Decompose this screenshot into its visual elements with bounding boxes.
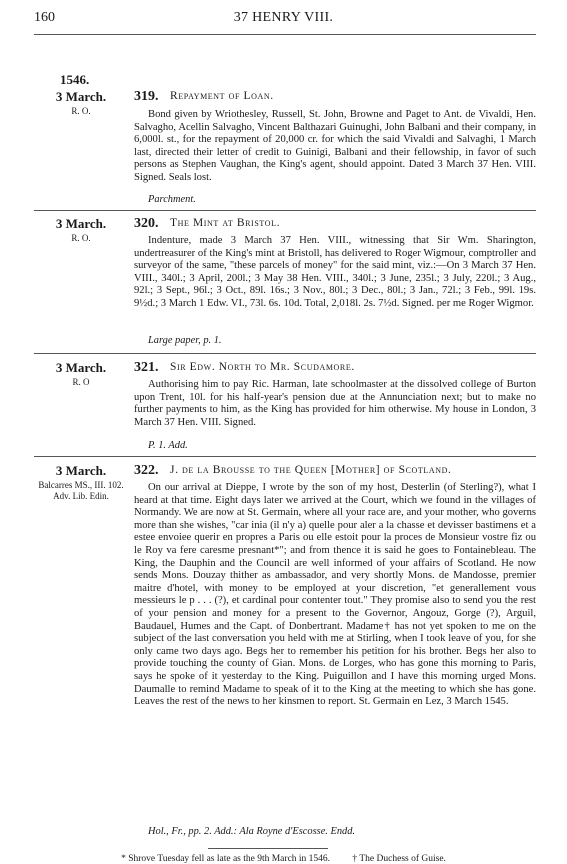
footnote-rule [208, 848, 328, 849]
entry-source: R. O [72, 377, 90, 387]
running-title: 37 HENRY VIII. [233, 10, 334, 25]
entry-divider [34, 456, 536, 457]
entry-date: 3 March. [55, 216, 107, 231]
entry-number: 322. [134, 463, 159, 478]
entry-title: Repayment of Loan. [170, 90, 274, 102]
entry-number: 321. [134, 360, 159, 375]
entry-divider [34, 210, 536, 211]
footnote: * Shrove Tuesday fell as late as the 9th March in 1546. [121, 854, 331, 864]
entry-date: 3 March. [55, 463, 107, 478]
entry-note: Hol., Fr., pp. 2. Add.: Ala Royne d'Escosse. Endd. [148, 826, 356, 837]
page-number: 160 [34, 10, 55, 25]
entry-note: Parchment. [148, 194, 196, 205]
footnote: † The Duchess of Guise. [352, 854, 446, 864]
entry-body: On our arrival at Dieppe, I wrote by the son of my host, Desterlin (of Sterling?), what I heard at that time. Eight days later we arrived at the Court, which we found in the villages of Normandy. We are now at St. Germain, where all your race are, and your mother, who governs more than she wishes, "car inia (il n'y a) quelle pour aler a la chasse et devisser bastimens et a estee envoiee querir en propres a Paris ou elle estoit pour la proces de Monsieur vostre fiz ou le Roy va fere caresme presnant*"; and from thence it is said he goes to Fontainebleau. The King, the Dauphin and the Council are well informed of your affairs of Scotland. He now sends Mons. Douzay thither as ambassador, and very shortly Mons. de Mandosse, premier maitre d'hotel, with money to be employed at your discretion, "et generallement vous messieurs le p . . . (?), et cardinal pour contenter tout." They promise also to send you the rest of your pension and money for a present to the Governor, Angouz, Gorge (?), Arguil, Baudauel, Humes and the Capt. of Donbertrant. Madame† has not yet spoken to me on the subject of the last conversation you held with me at Stirling, when I took leave of you, for she only came two days ago. Begs her to remember his petition for his brother. Begs her also to provide touching the county of Gian. Mons. de Lorges, who has gone this morning to Paris, says he spoke of it yesterday to the King. Puiguillon and I have this morning urged Mons. Daumalle to remind Madame to speak of it to the King at the meeting to which she has gone. Leaves the rest of the news to her kinsmen to report. St. Germain en Lez, 3 March 1545. [134, 482, 536, 708]
entry-note: Large paper, p. 1. [148, 335, 222, 346]
entry-date: 3 March. [55, 360, 107, 375]
entry-source: Balcarres MS., III. 102. Adv. Lib. Edin. [38, 480, 124, 501]
footnotes [0, 854, 567, 864]
entry-body: Bond given by Wriothesley, Russell, St. John, Browne and Paget to Ant. de Vivaldi, Hen. Salvagho, Acellin Salvagho, Vincent Balthazari Guinughi, John Balbani and their company, in 6,000l. st., for the repayment of 20,000 cr. for which the said Vivaldi and Salvaghi, 1 March last, directed their letter of credit to Guinigi, Balbani and their fellowship, in favor of such persons as Stephen Vaughan, the King's agent, should appoint. Dated 3 March 37 Hen. VIII. Signed. Seals lost. [134, 109, 536, 183]
entry-body: Authorising him to pay Ric. Harman, late schoolmaster at the dissolved college of Burton upon Trent, 10l. for his half-year's pension due at the Annunciation next; but to make no further payments to him, as the King has provided for him otherwise. My house in London, 3 March 37 Hen. VIII. Signed. [134, 379, 536, 428]
entry-source: R. O. [71, 106, 91, 116]
entry-date: 3 March. [55, 89, 107, 104]
entry-title: Sir Edw. North to Mr. Scudamore. [170, 361, 355, 373]
header-rule [34, 34, 536, 35]
entry-number: 319. [134, 89, 159, 104]
entry-source: R. O. [71, 233, 91, 243]
page-header [0, 10, 567, 30]
entry-body: Indenture, made 3 March 37 Hen. VIII., witnessing that Sir Wm. Sharington, undertreasurer of the King's mint at Bristoll, has delivered to Roger Wigmour, comptroller and surveyor of the same, "these parcels of money" for the said mint, viz.:—On 3 March 37 Hen. VIII., 340l.; 3 April, 200l.; 3 May 38 Hen. VIII., 340l.; 3 June, 235l.; 3 July, 220l.; 3 Aug., 92l.; 3 Sept., 96l.; 3 Oct., 89l. 16s.; 3 Nov., 80l.; 3 Dec., 80l.; 3 Jan., 72l.; 3 Feb., 99l. 19s. 9½d.; 3 March 1 Edw. VI., 73l. 6s. 10d. Total, 2,018l. 2s. 7½d. Signed. per me Roger Wigmor. [134, 235, 536, 309]
entry-note: P. 1. Add. [148, 440, 188, 451]
entry-title: The Mint at Bristol. [170, 217, 281, 229]
year-marker: 1546. [60, 72, 90, 87]
entry-divider [34, 353, 536, 354]
entry-title: J. de la Brousse to the Queen [Mother] of Scotland. [170, 464, 452, 476]
entry-number: 320. [134, 216, 159, 231]
